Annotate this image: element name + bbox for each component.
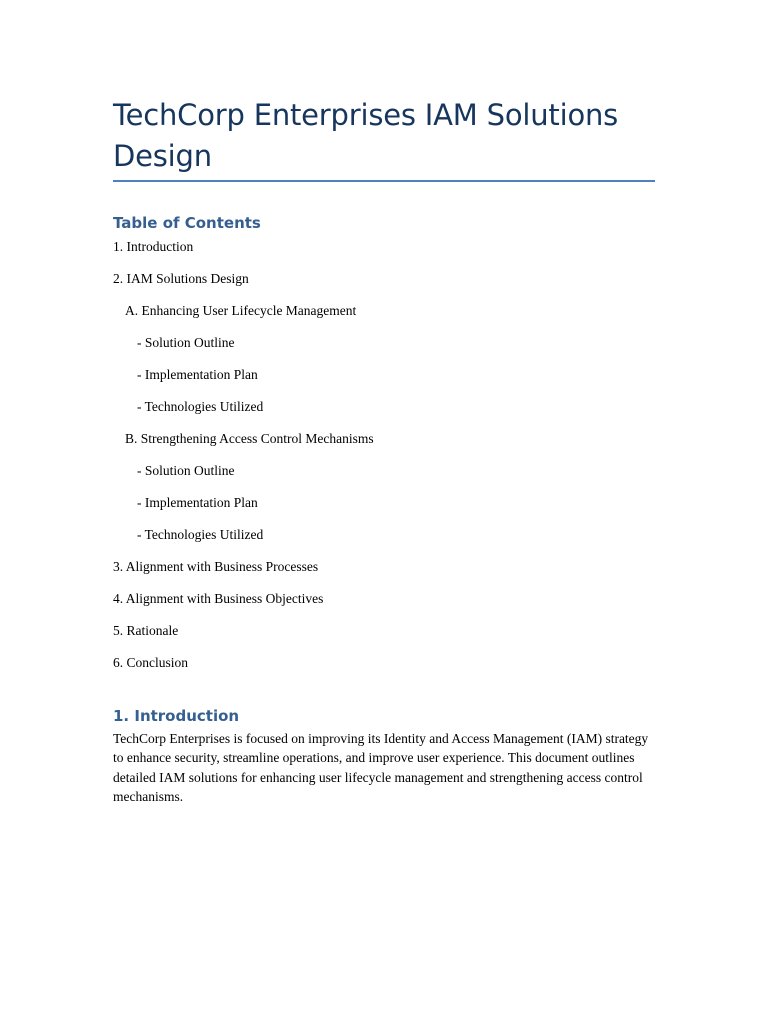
toc-item: - Implementation Plan bbox=[137, 367, 258, 382]
toc-item: - Technologies Utilized bbox=[137, 527, 264, 542]
toc-item: B. Strengthening Access Control Mechanisms bbox=[125, 431, 374, 446]
toc-item: 1. Introduction bbox=[113, 239, 194, 254]
toc-item: 3. Alignment with Business Processes bbox=[113, 559, 319, 574]
toc-item: 6. Conclusion bbox=[113, 655, 189, 670]
introduction-paragraph: TechCorp Enterprises is focused on improving its Identity and Access Management (IAM) strategy to enhance security, streamline operations, and improve user experience. This document outlines detailed IAM solutions for enhancing user lifecycle management and strengthening access control mechanisms. bbox=[113, 731, 649, 804]
toc-item: - Implementation Plan bbox=[137, 495, 258, 510]
title-underline bbox=[113, 180, 655, 182]
toc-item: - Solution Outline bbox=[137, 463, 235, 478]
toc-heading: Table of Contents bbox=[113, 214, 261, 232]
toc-item: 4. Alignment with Business Objectives bbox=[113, 591, 324, 606]
toc-item: A. Enhancing User Lifecycle Management bbox=[125, 303, 357, 318]
toc-item: 2. IAM Solutions Design bbox=[113, 271, 249, 286]
table-of-contents bbox=[113, 237, 655, 685]
document-title: TechCorp Enterprises IAM Solutions Design bbox=[113, 98, 619, 173]
introduction-heading: 1. Introduction bbox=[113, 707, 240, 725]
toc-item: - Solution Outline bbox=[137, 335, 235, 350]
toc-item: 5. Rationale bbox=[113, 623, 179, 638]
toc-item: - Technologies Utilized bbox=[137, 399, 264, 414]
